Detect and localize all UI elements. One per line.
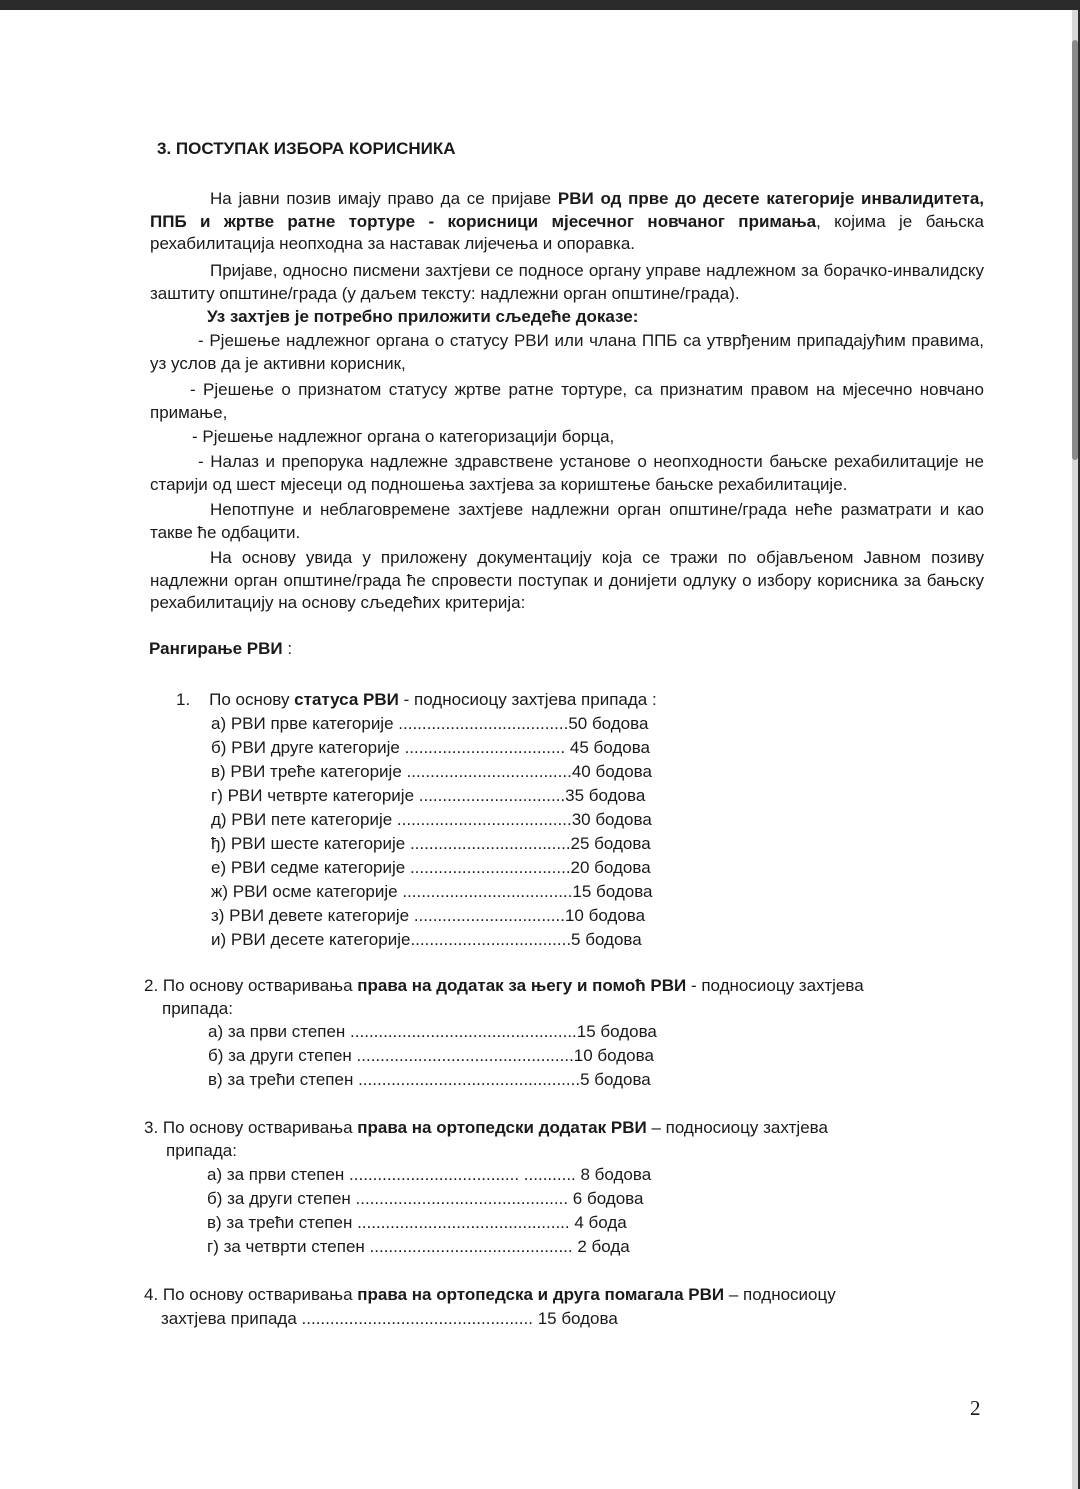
intro-text-2: , којима је бањска рехабилитација неопходна за наставак лијечења и опоравка. bbox=[150, 211, 984, 253]
score-row bbox=[211, 784, 653, 808]
score-label: а) за први степен bbox=[208, 1022, 346, 1041]
intro-bold: РВИ од прве до десете категорије инвалидитета, ППБ и жртве ратне тортуре - корисници мјесечног новчаног примања bbox=[150, 189, 984, 231]
score-row bbox=[208, 1068, 657, 1092]
score-label: б) за други степен bbox=[208, 1046, 352, 1065]
document-page bbox=[0, 10, 1072, 1489]
score-dots: .................................. bbox=[405, 834, 571, 853]
score-value: 25 бодова bbox=[570, 834, 651, 853]
applications-paragraph: Пријаве, односно писмени захтјеви се подносе органу управе надлежном за борачко-инвалидску заштиту општине/града (у даљем тексту: надлежни орган општине/града). bbox=[150, 261, 984, 303]
score-value: 45 бодова bbox=[569, 738, 651, 757]
score-label: д) РВИ пете категорије bbox=[211, 810, 393, 829]
score-row bbox=[211, 856, 653, 880]
score-dots: ................................... bbox=[401, 762, 572, 781]
score-value: 6 бодова bbox=[568, 1189, 644, 1208]
score-dots: .................................. bbox=[405, 858, 571, 877]
documents-required-paragraph: Уз захтјев је потребно приложити сљедеће доказе: bbox=[207, 307, 639, 326]
scrollbar[interactable] bbox=[1072, 10, 1078, 1489]
score-label: б) РВИ друге категорије bbox=[211, 738, 400, 757]
score-label: в) за трећи степен bbox=[208, 1070, 354, 1089]
score-row bbox=[211, 880, 653, 904]
score-value: 30 бодова bbox=[571, 810, 652, 829]
score-row bbox=[207, 1163, 651, 1187]
score-dots: .................................. bbox=[410, 930, 572, 949]
score-label: б) за други степен bbox=[207, 1189, 351, 1208]
score-row bbox=[207, 1235, 651, 1259]
bullet-4: - Налаз и препорука надлежне здравствене установе о неопходности бањске рехабилитације не старији од шест мјесеци од подношења захтјева за кориштење бањске рехабилитације. bbox=[150, 452, 984, 494]
score-row bbox=[207, 1211, 651, 1235]
score-dots: .............................................. bbox=[351, 1046, 574, 1065]
score-row bbox=[208, 1020, 657, 1044]
score-value: 35 бодова bbox=[565, 786, 646, 805]
intro-text-1: На јавни позив имају право да се пријаве bbox=[210, 189, 558, 208]
score-dots: ............................................. bbox=[350, 1189, 569, 1208]
score-value: 5 бодова bbox=[580, 1070, 651, 1089]
ranking-title: Рангирање РВИ : bbox=[149, 639, 293, 658]
score-value: 2 бода bbox=[572, 1237, 630, 1256]
page-number: 2 bbox=[970, 1396, 981, 1420]
bullet-3: - Рјешење надлежног органа о категоризацији борца, bbox=[192, 427, 615, 446]
criterion-3-list bbox=[207, 1163, 651, 1259]
score-row bbox=[211, 928, 653, 952]
scrollbar-thumb[interactable] bbox=[1072, 40, 1078, 460]
score-label: г) за четврти степен bbox=[207, 1237, 365, 1256]
score-value: 4 бода bbox=[569, 1213, 627, 1232]
criterion-1-list bbox=[211, 712, 653, 952]
criterion-3: 3. По основу остваривања права на ортопедски додатак РВИ – подносиоцу захтјева припада: bbox=[144, 1118, 828, 1160]
score-row bbox=[211, 760, 653, 784]
score-label: г) РВИ четврте категорије bbox=[211, 786, 415, 805]
score-dots: .................................... bbox=[393, 714, 569, 733]
score-dots: ..................................... bbox=[392, 810, 572, 829]
score-row bbox=[211, 736, 653, 760]
score-dots: .................................. bbox=[399, 738, 570, 757]
score-value: 10 бодова bbox=[573, 1046, 654, 1065]
score-value: 5 бодова bbox=[571, 930, 642, 949]
bullet-2: - Рјешење о признатом статусу жртве ратне тортуре, са признатим правом на мјесечно новчано примање, bbox=[150, 380, 984, 422]
score-row bbox=[211, 808, 653, 832]
criterion-2-list bbox=[208, 1020, 657, 1092]
score-label: е) РВИ седме категорије bbox=[211, 858, 406, 877]
score-dots: ............................................... bbox=[353, 1070, 581, 1089]
score-row bbox=[208, 1044, 657, 1068]
bullet-1: - Рјешење надлежног органа о статусу РВИ или члана ППБ са утврђеним припадајућим правима, уз услов да је активни корисник, bbox=[150, 331, 984, 373]
score-dots: ................................................ bbox=[345, 1022, 577, 1041]
score-label: а) за први степен bbox=[207, 1165, 345, 1184]
score-row bbox=[211, 712, 653, 736]
score-row bbox=[207, 1187, 651, 1211]
score-row bbox=[211, 832, 653, 856]
intro-paragraph bbox=[150, 188, 984, 256]
criteria-paragraph: На основу увида у приложену документацију која се тражи по објављеном Јавном позиву надлежни орган општине/града ће спровести поступак и донијети одлуку о избору корисника за бањску рехабилитацију на основу сљедећих критерија: bbox=[150, 548, 984, 612]
criterion-1: 1. По основу статуса РВИ - подносиоцу захтјева припада : bbox=[176, 690, 657, 709]
score-dots: ............................... bbox=[414, 786, 566, 805]
score-value: 8 бодова bbox=[575, 1165, 652, 1184]
score-label: в) за трећи степен bbox=[207, 1213, 353, 1232]
score-label: ж) РВИ осме категорије bbox=[211, 882, 398, 901]
section-heading: 3. ПОСТУПАК ИЗБОРА КОРИСНИКА bbox=[157, 139, 456, 158]
score-dots: .................................... ........... bbox=[344, 1165, 576, 1184]
score-value: 20 бодова bbox=[570, 858, 651, 877]
score-label: и) РВИ десете категорије bbox=[211, 930, 411, 949]
score-dots: ................................ bbox=[409, 906, 565, 925]
score-row bbox=[211, 904, 653, 928]
score-label: ђ) РВИ шесте категорије bbox=[211, 834, 406, 853]
score-value: 40 бодова bbox=[571, 762, 652, 781]
score-label: а) РВИ прве категорије bbox=[211, 714, 394, 733]
score-dots: .................................... bbox=[397, 882, 573, 901]
incomplete-paragraph: Непотпуне и неблаговремене захтјеве надлежни орган општине/града неће разматрати и као такве ће одбацити. bbox=[150, 500, 984, 542]
score-label: в) РВИ треће категорије bbox=[211, 762, 402, 781]
score-dots: ........................................... bbox=[364, 1237, 573, 1256]
score-label: з) РВИ девете категорије bbox=[211, 906, 410, 925]
score-value: 50 бодова bbox=[568, 714, 649, 733]
score-value: 15 бодова bbox=[576, 1022, 657, 1041]
score-value: 15 бодова bbox=[572, 882, 653, 901]
criterion-2: 2. По основу остваривања права на додатак за његу и помоћ РВИ - подносиоцу захтјева припада: bbox=[144, 976, 864, 1018]
score-dots: ............................................. bbox=[352, 1213, 570, 1232]
criterion-4: 4. По основу остваривања права на ортопедска и друга помагала РВИ – подносиоцу захтјева припада ................................................. 15 бодова bbox=[144, 1285, 836, 1328]
score-value: 10 бодова bbox=[564, 906, 646, 925]
